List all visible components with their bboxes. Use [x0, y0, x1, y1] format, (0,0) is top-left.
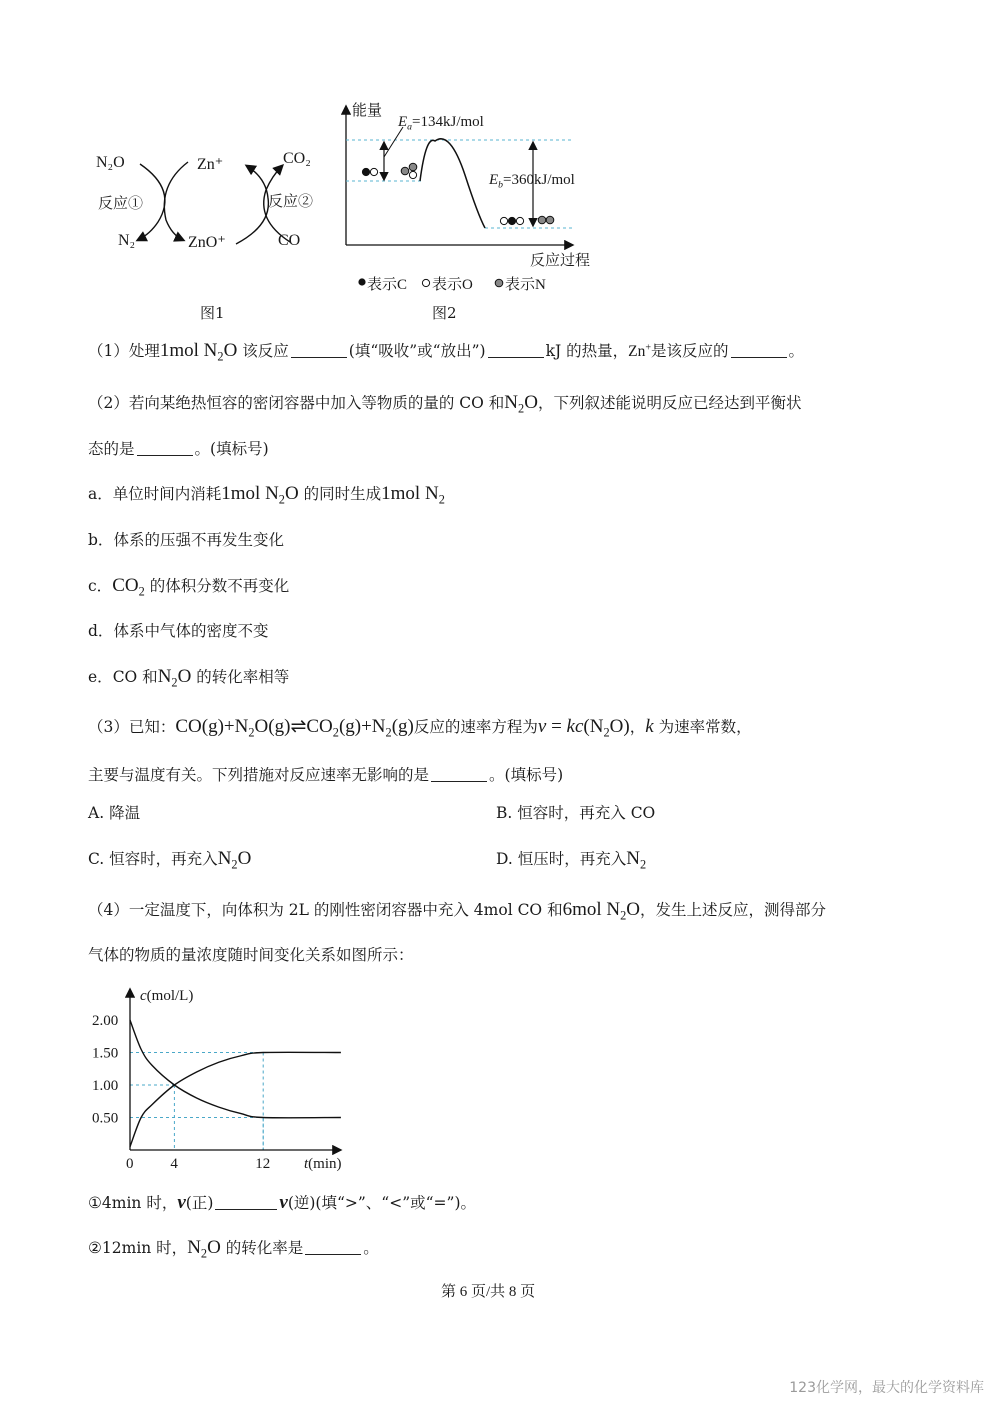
molecule-n2 — [538, 216, 554, 224]
figure-1-caption: 图1 — [200, 304, 225, 322]
q4-text-c: 气体的物质的量浓度随时间变化关系如图所示： — [88, 946, 414, 964]
q1-formula: 1mol $N_2O$ — [159, 340, 238, 364]
q2-text-c: 态的是 — [88, 440, 135, 458]
x-axis-label: 反应过程 — [530, 251, 591, 269]
y-tick-label: 1.00 — [92, 1078, 119, 1094]
q2-option-d: d．体系中气体的密度不变 — [88, 622, 269, 640]
question-2-line-2 — [88, 438, 269, 460]
legend-n: 表示N — [505, 277, 546, 293]
series-decreasing — [130, 1020, 341, 1118]
q2-text-a: （2）若向某绝热恒容的密闭容器中加入等物质的量的 CO 和 — [88, 394, 505, 412]
q1-text-kj: kJ 的热量， — [545, 342, 629, 360]
q4-sub-2: ②12min 时，$N_2O$ 的转化率是 。 — [88, 1237, 379, 1261]
q2-option-e: e．CO 和$N_2O$ 的转化率相等 — [88, 666, 290, 690]
q2-text-b: ，下列叙述能说明反应已经达到平衡状 — [537, 394, 802, 412]
q4-text-a: （4）一定温度下，向体积为 2L 的刚性密闭容器中充入 4mol CO 和 — [88, 901, 563, 919]
y-tick-label: 0.50 — [92, 1110, 119, 1127]
q1-prefix: （1）处理 — [88, 342, 160, 360]
q1-period: 。 — [788, 342, 805, 360]
q1-blank-3[interactable] — [731, 343, 787, 358]
reaction-1-label: 反应① — [98, 194, 144, 212]
ea-pointer — [384, 127, 403, 157]
q3-text-3: 为速率常数， — [658, 718, 752, 736]
figure-2 — [340, 95, 610, 305]
q3-option-a: A. 降温 — [88, 804, 141, 822]
concentration-chart — [86, 982, 366, 1177]
figure-2-caption: 图2 — [432, 304, 457, 322]
molecule-co — [362, 168, 377, 175]
eb-value: =360kJ/mol — [503, 172, 575, 188]
species-co2: CO₂ — [283, 150, 311, 167]
species-co: CO — [278, 232, 301, 249]
question-3-line-2 — [88, 764, 563, 786]
q2-blank[interactable] — [137, 441, 193, 456]
q3-prefix: （3）已知： — [88, 718, 176, 736]
species-n2o: N₂O — [96, 154, 125, 171]
q1-text: 该反应 — [242, 342, 289, 360]
ea-subscript: a — [407, 121, 413, 133]
ea-value: =134kJ/mol — [412, 114, 484, 130]
q2-option-c: c．$CO_2$ 的体积分数不再变化 — [88, 575, 290, 599]
q3-option-b: B. 恒容时，再充入 CO — [496, 804, 656, 822]
q4-blank-2[interactable] — [305, 1240, 361, 1255]
q2-option-a: a．单位时间内消耗1mol $N_2O$ 的同时生成1mol $N_2$ — [88, 483, 445, 507]
q3-equation: $CO(g)+N_2O(g)\rightleftharpoons CO_2(g)+N_2(g)$ — [175, 716, 414, 740]
x-tick-label: 4 — [170, 1156, 178, 1172]
eb-symbol: E — [489, 172, 499, 188]
species-n2: N₂ — [118, 232, 136, 249]
chart-svg — [86, 982, 366, 1177]
q2-option-b: b．体系的压强不再发生变化 — [88, 531, 284, 549]
q1-blank-2[interactable] — [488, 343, 544, 358]
energy-curve — [420, 139, 485, 228]
chart-y-label: c(mol/L) — [140, 988, 194, 1004]
legend-dot-c — [358, 278, 365, 285]
series-increasing — [130, 1052, 341, 1146]
q1-zn: Zn+ — [628, 342, 652, 360]
legend-c: 表示C — [367, 277, 408, 293]
watermark: 123化学网，最大的化学资料库 — [789, 1380, 984, 1396]
q3-blank[interactable] — [431, 767, 487, 782]
page-number: 第 6 页/共 8 页 — [441, 1284, 536, 1300]
ea-label — [398, 114, 484, 131]
molecule-n2o — [401, 163, 417, 178]
q1-blank-1[interactable] — [291, 343, 347, 358]
q3-text-1: 反应的速率方程为 — [413, 718, 538, 736]
q3-option-c: C. 恒容时，再充入$N_2O$ — [88, 848, 252, 872]
y-tick-label: 2.00 — [92, 1013, 119, 1029]
eb-label — [489, 172, 575, 189]
q3-rate-equation: $v = kc(N_2O)$ — [537, 716, 630, 740]
y-axis-label: 能量 — [352, 101, 383, 119]
question-4-line-1 — [88, 899, 826, 921]
question-4-line-2 — [88, 944, 414, 966]
species-zno-plus: ZnO⁺ — [188, 234, 226, 251]
legend-o: 表示O — [432, 277, 473, 293]
q1-text-end: 是该反应的 — [651, 342, 729, 360]
question-3-line-1: （3）已知：$CO(g)+N_2O(g)\rightleftharpoons CO_2(g)+N_2(g)$反应的速率方程为$v = kc(N_2O)$，k 为速率常数， — [88, 716, 752, 740]
x-tick-label: 0 — [126, 1156, 134, 1172]
reaction-2-label: 反应② — [268, 192, 314, 210]
chart-x-label: t(min) — [304, 1156, 342, 1172]
q2-formula: $N_2O$ — [504, 392, 538, 416]
eb-subscript: b — [498, 179, 504, 191]
q3-text-5: 。(填标号) — [489, 766, 564, 784]
x-tick-label: 12 — [255, 1156, 271, 1172]
figure-1 — [88, 140, 338, 270]
q2-text-d: 。(填标号) — [194, 440, 269, 458]
q3-text-4: 主要与温度有关。下列措施对反应速率无影响的是 — [88, 766, 430, 784]
q4-text-b: ，发生上述反应，测得部分 — [640, 901, 827, 919]
legend-dot-n — [495, 279, 503, 287]
question-2-line-1 — [88, 392, 801, 414]
q1-hint: (填“吸收”或“放出”) — [348, 342, 486, 360]
arc-zn-to-zno — [164, 162, 188, 240]
molecule-co2 — [500, 217, 523, 224]
q4-formula: 6mol $N_2O$ — [562, 899, 641, 923]
q3-k: k — [645, 716, 654, 737]
y-tick-label: 1.50 — [92, 1045, 119, 1062]
q3-option-d: D. 恒压时，再充入$N_2$ — [496, 848, 647, 872]
q4-blank-1[interactable] — [215, 1195, 277, 1210]
legend-dot-o — [422, 279, 429, 286]
species-zn-plus: Zn⁺ — [197, 156, 224, 173]
question-1 — [88, 340, 804, 363]
q4-sub-1: ①4min 时，v(正) v(逆)(填“>”、“<”或“=”)。 — [88, 1192, 477, 1213]
ea-symbol: E — [398, 114, 408, 130]
